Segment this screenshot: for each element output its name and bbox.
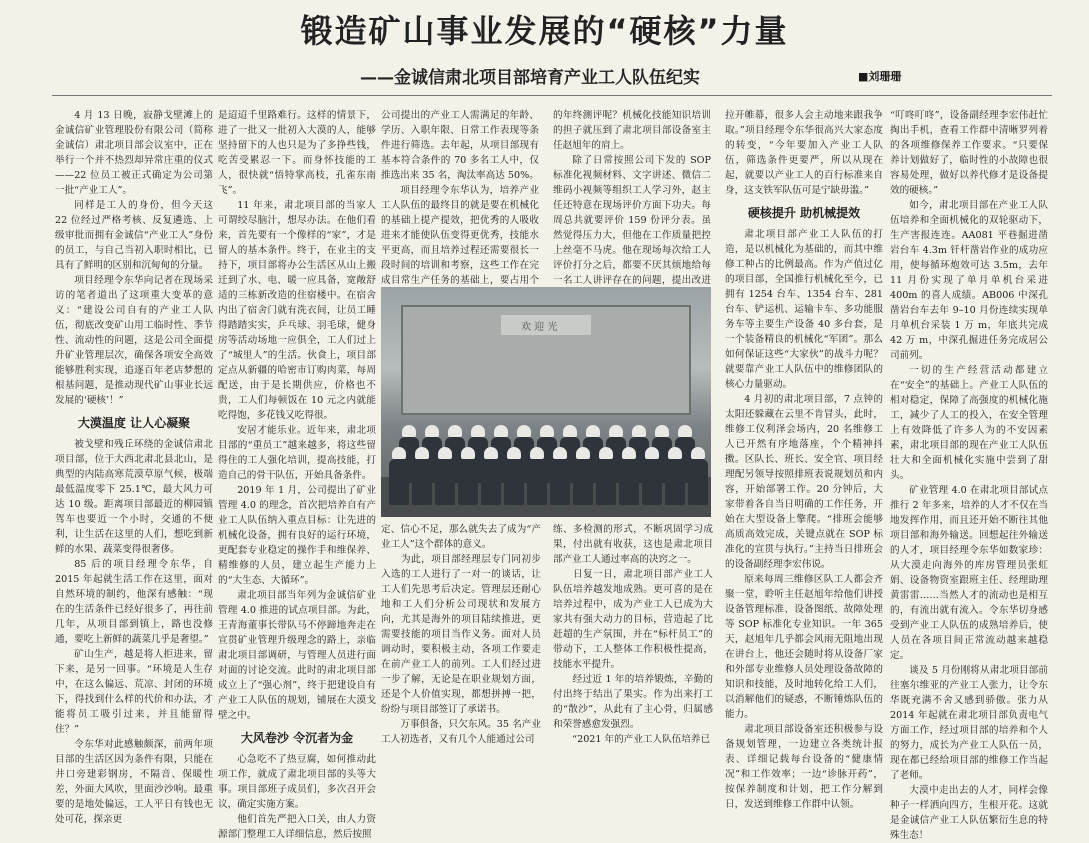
paragraph: 一切的生产经营活动都建立在“安全”的基础上。产业工人队伍的相对稳定，保障了高强度的机械化施工，减少了人工的投入，在安全管理上有效降低了许多人为的不安因素素，肃北项目部的现在产业工人队伍壮大和全面机械化实施中尝到了甜头。: [890, 365, 1048, 481]
paragraph: 谈及 5 月份刚将从肃北项目部前往塞尔维亚的产业工人张力，让令东华既充满不舍又感到骄傲。张力从 2014 年起就在肃北项目部负责电气方面工作，经过项目部的培养和个人的努力，成长为产业工人队伍一员，现在都已经给项目部的维修工作当起了老师。: [890, 665, 1048, 781]
paragraph: 4 月 13 日晚，寂静戈壁滩上的金诚信矿业管理股份有限公司（简称金诚信）肃北项目部会议室中，正在举行一个并不热烈却异常庄重的仪式——22 位员工被正式确定为公司第一批“产业工人”。: [55, 110, 213, 196]
worker-figure: [596, 459, 616, 505]
paragraph: 同样是工人的身份，但今天这 22 位经过严格考核、反复遴选、上级审批而拥有金诚信“产业工人”身份的员工，与自己当初入职时相比，已具有了鲜明的区别和沉甸甸的分量。: [55, 200, 213, 271]
column-4: [553, 108, 711, 286]
paragraph: 2019 年 1 月，公司提出了矿业管理 4.0 的理念，首次把培养自有产业工人队伍纳入重点目标：让先进的机械化设备，拥有良好的运行环境，更配套专业稳定的操作手和维保养、精维修的人员，建立起生产能力上的“大生态、大循环”。: [218, 485, 376, 586]
paragraph: 矿业管理 4.0 在肃北项目部试点推行 2 年多来，培养的人才不仅在当地发挥作用，而且还开始不断往其他项目部和海外输送。回想起往外输送的人才，项目经理令东华如数家珍：从大漠走向海外的库房管理员张虹娟、设备物资室跟班主任、经理助理黄雷雷……当然人才的流动也是相互的，有流出就有流入。令东华切身感受到产业工人队伍的成熟培养后，使人员在各项目间正常流动越来越稳定。: [890, 485, 1048, 661]
paragraph: 是迢迢千里路难行。这样的情景下，进了一批又一批初入大漠的人，能够坚持留下的人也只是为了多挣些钱，吃苦受累忍一下。而身怀技能的工人，很快就“悟特掌高枝，孔雀东南飞”。: [218, 110, 376, 196]
worker-figure: [665, 459, 685, 505]
paragraph: 除了日常按照公司下发的 SOP 标准化视频材料、文字讲述、微信二维码小视频等组织工人学习外，赵主任还特意在现场评价方面下功夫。每周总共就要评价 159 份评分表。虽然觉得压力大，但他在工作质量把控上丝毫不马虎。他在现场每次给工人评价打分之后，都要不厌其烦地给每一名工人讲评存在的问题，提出改进: [553, 155, 711, 286]
worker-figure: [504, 459, 524, 505]
worker-figure: [688, 459, 708, 505]
worker-figure: [619, 459, 639, 505]
column-1: [55, 108, 213, 825]
paragraph: 安居才能乐业。近年来，肃北项目部的“重员工”越来越多，将这些留得住的工人强化培训，提高技能，打造自己的骨干队伍，开始具备条件。: [218, 425, 376, 481]
paragraph: 85 后的项目经理令东华，自 2015 年起就生活工作在这里，面对自然环境的制约，他深有感触：“现在的生活条件已经好很多了，再往前几年，从项目部到镇上，路也没修通，要吃上新鲜的蔬菜几乎是奢望。”: [55, 559, 213, 645]
header-rule: [52, 95, 1052, 96]
paragraph: 他们首先严把入口关，由人力资源部门整理工人详细信息，然后按照: [218, 814, 376, 840]
worker-figure: [412, 459, 432, 505]
worker-figure: [458, 459, 478, 505]
worker-figure: [435, 459, 455, 505]
worker-figure: [389, 459, 409, 505]
paragraph: 肃北项目部产业工人队伍的打造，是以机械化为基础的，而其中维修工种占的比例最高。作为产值过亿的项目部，全国推行机械化至今，已拥有 1254 台车、1354 台车、281 台车、铲运机、运输卡车、多功能服务车等主要生产设备 40 多台套，是一个装备精良的机械化“军团”。那么如何保证这些“大家伙”的战斗力呢？就要靠产业工人队伍中的维修团队的核心力量驱动。: [725, 229, 883, 390]
paragraph: 的年终测评呢？机械化技能知识培训的担子就压到了肃北项目部设备室主任赵旭年的肩上。: [553, 110, 711, 151]
paragraph: 4 月初的肃北项目部，7 点钟的太阳还躲藏在云里不肯冒头，此时，维修工仪利泽会场内，20 名维修工人已开然有序地落座，个个精神抖擞。区队长、班长、安全官、项目经理配另领导按照排班表说规划员和内容，开始部署工作。20 分钟后，大家带着各自当日明确的工作任务，开始在大型设备上擎爬。“排班会能够高质高效完成，关键点就在 SOP 标准化的宣贯与执行。”主持当日排班会的设备副经理李宏伟说。: [725, 394, 883, 570]
sign-text: 欢 迎 光: [521, 322, 558, 333]
column-5: [725, 108, 883, 810]
section-heading: 硬核提升 助机械提效: [747, 206, 861, 220]
worker-figure: [642, 459, 662, 505]
paragraph: 11 年来，肃北项目部的当家人可谓绞尽脑汁，想尽办法。在他们看来，首先要有一个像样的“家”，才是留人的基本条件。终于，在业主的支持下，项目部将办公生活区从山上搬迁到了水、电、暖一应具备，宽敞舒适的三栋新改造的住宿楼中。在宿舍内出了宿舍门就有洗衣间，让员工睡得踏踏实实，乒乓球、羽毛球，健身房等活动场地一应俱全，工人们过上了“城里人”的生活。伙食上，项目部定点从新疆的哈密市订购肉菜，每周配送，由于是长期供应，价格也不贵，工人们每顿饭在 10 元之内就能吃得饱，多花钱又吃得很。: [218, 200, 376, 421]
worker-figure: [527, 459, 547, 505]
paragraph: 被戈壁和残丘环绕的金诚信肃北项目部，位于大西北肃北县北山，是典型的内陆高寒荒漠草原气候，极端最低温度零下 25.1℃，最大风力可达 10 级。距离项目部最近的柳园镇驾车也要近一个小时，交通的不便利，让生活在这里的人们，想吃到新鲜的水果、蔬菜变得很奢侈。: [55, 439, 213, 555]
section-heading: 大漠温度 让人心凝聚: [77, 416, 191, 430]
paragraph: 公司提出的产业工人需满足的年龄、学历、入职年限、日常工作表现等条件进行筛选。去年起，从项目部现有基本符合条件的 70 多名工人中，仅推选出来 35 名，淘汰率高达 50%。: [381, 110, 539, 181]
column-3: [381, 108, 539, 286]
worker-figure: [573, 459, 593, 505]
column-2: [218, 108, 376, 840]
subtitle: ——金诚信肃北项目部培育产业工人队伍纪实: [360, 68, 700, 88]
column-4-lower: 练、多检测的形式，不断巩固学习成果，付出就有收获，这也是肃北项目部产业工人通过率高的决窍之一。 日复一日，肃北项目部产业工人队伍培养越发地成熟。更可喜的是在培养过程中，成为产业工人已成为大家共有强大动力的目标，营造起了比赶超的生产氛围，并在“标杆员工”的带动下，工人整体工作积极性提高，技能水平提升。 经过近 1 年的培养锻炼，辛勤的付出终于结出了果实。作为出来打工的“散沙”，从此有了主心骨，归属感和荣誉感愈发强烈。 “2021 年的产业工人队伍培养已: [553, 524, 713, 745]
paragraph: “叮咚叮咚”，设备副经理李宏伟赶忙掏出手机，查看工作群中清晰罗列着的各项维修保养工作要求。“只要保养计划做好了，临时性的小故障也很容易处理，做好以养代修才是设备提效的硬核。”: [890, 110, 1048, 196]
paragraph: 肃北项目部当年列为金诚信矿业管理 4.0 推进的试点项目部。为此，王青海董事长带队马不停蹄地奔走在宣贯矿业管理升级理念的路上，亲临肃北项目部调研，与管理人员进行面对面的讨论交流。此时的肃北项目部成立上了“强心剂”，终于把建设自有产业工人队伍的规划，铺展在大漠戈壁之中。: [218, 590, 376, 721]
headline: 锻造矿山事业发展的“硬核”力量: [300, 12, 789, 50]
paragraph: 项目经理令东华向记者在现场采访的笔者道出了这项重大变革的意义：“建设公司自有的产业工人队伍，彻底改变矿山用工临时性、季节性、流动性的问题，这是公司全面提升矿业管理层次，确保各项安全高效能够胜利实现，追逐百年老店梦想的根基问题，是推动现代矿山事业长远发展的‘硬核’！”: [55, 275, 213, 406]
byline: ■刘珊珊: [858, 70, 902, 83]
column-3-lower: 定、信心不足，那么就失去了成为“产业工人”这个群体的意义。 为此，项目部经理层专门同初步入选的工人进行了一对一的谈话，让工人们先思考后决定。管理层还耐心地和工人们分析公司现状和发展方向，尤其是海外的项目陆续推进，更需要技能的项目当作义务。面对人员调动时，要积极主动，各项工作要走在前产业工人的前列。工人们经过进一步了解，无论是在职业规划方面，还是个人价值实现，都想拼搏一把，纷纷与项目部签订了承诺书。 万事俱备，只欠东风。35 名产业工人初选者，又有几个人能通过公司: [381, 524, 541, 745]
paragraph: 肃北项目部设备室还积极参与设备规划管理，一边建立各类统计报表、详细记载每台设备的“健康情况”和工作效率；一边“诊脉开药”，按保养制度和计划，把工作分解到日，发送到维修工作群中认领。: [725, 724, 883, 810]
team-photo: [381, 287, 711, 517]
section-heading: 大风卷沙 令沉者为金: [240, 731, 354, 745]
paragraph: 拉开帷幕，很多人会主动地来跟我争取。”项目经理令东华很高兴大家态度的转变，“今年要加入产业工人队伍，筛选条件更要严，所以从现在起，就要以产业工人的百行标准来自身，这支铁军队伍可是宁缺毋滥。”: [725, 110, 883, 196]
paragraph: 如今，肃北项目部在产业工人队伍培养和全面机械化的双轮驱动下，生产害报连连。AA081 平巷掘进凿岩台车 4.3m 钎杆凿岩作业的成功应用，使每循环炮效可达 3.5m，去年 11 月份实现了单月单机台采进 400m 的喜人成绩。AB006 中深孔凿岩台车去年 9–10 月份连续实现单月单机台采装 1 万 m，年底共完成 42 万 m，中深孔掘进任务完成居公司前列。: [890, 200, 1048, 361]
column-6: [890, 108, 1048, 841]
paragraph: 大漠中走出去的人才，同样会像种子一样洒向四方，生根开花。这就是金诚信产业工人队伍繁衍生息的特殊生态！: [890, 785, 1048, 841]
paragraph: 令东华对此感触颇深，前两年项目部的生活区因为条件有限，只能在井口旁建彩钢房，不隔音、保暖性差，外面大风吹，里面沙沙响。最重要的是地处偏远，工人平日有钱也无处可花，探亲更: [55, 739, 213, 825]
worker-figure: [481, 459, 501, 505]
paragraph: 项目经理令东华认为，培养产业工人队伍的最终目的就是要在机械化的基础上提产提效，把优秀的人吸收进来才能使队伍变得更优秀，技能水平更高，而且培养过程还需要很长一段时间的培训和考察，这些工作在完成目常生产任务的基础上，要占用个: [381, 185, 539, 286]
paragraph: 心急吃不了热豆腐，如何推动此项工作，就成了肃北项目部的头等大事。项目部班子成员们，多次召开会议，确定实施方案。: [218, 754, 376, 810]
worker-figure: [550, 459, 570, 505]
paragraph: 原来每周三维修区队工人都会齐聚一堂，聆听主任赵旭年给他们讲授设备管理标准、设备图纸、故障处理等 SOP 标准化专业知识。一年 365 天，赵旭年几乎都会风雨无阻地出现在讲台上，他还会随时将从设备厂家和外部专业维修人员处理设备故障的知识和技能，及时地转化给工人们，以消解他们的疑惑，不断锤炼队伍的能力。: [725, 574, 883, 720]
paragraph: 矿山生产，越是将人拒进来，留下来，是另一回事。“环境是人生存中，在这么偏远、荒凉、封闭的环境下，得找到什么样的代价和办法，才能将员工吸引过来，并且能留得住？”: [55, 649, 213, 735]
